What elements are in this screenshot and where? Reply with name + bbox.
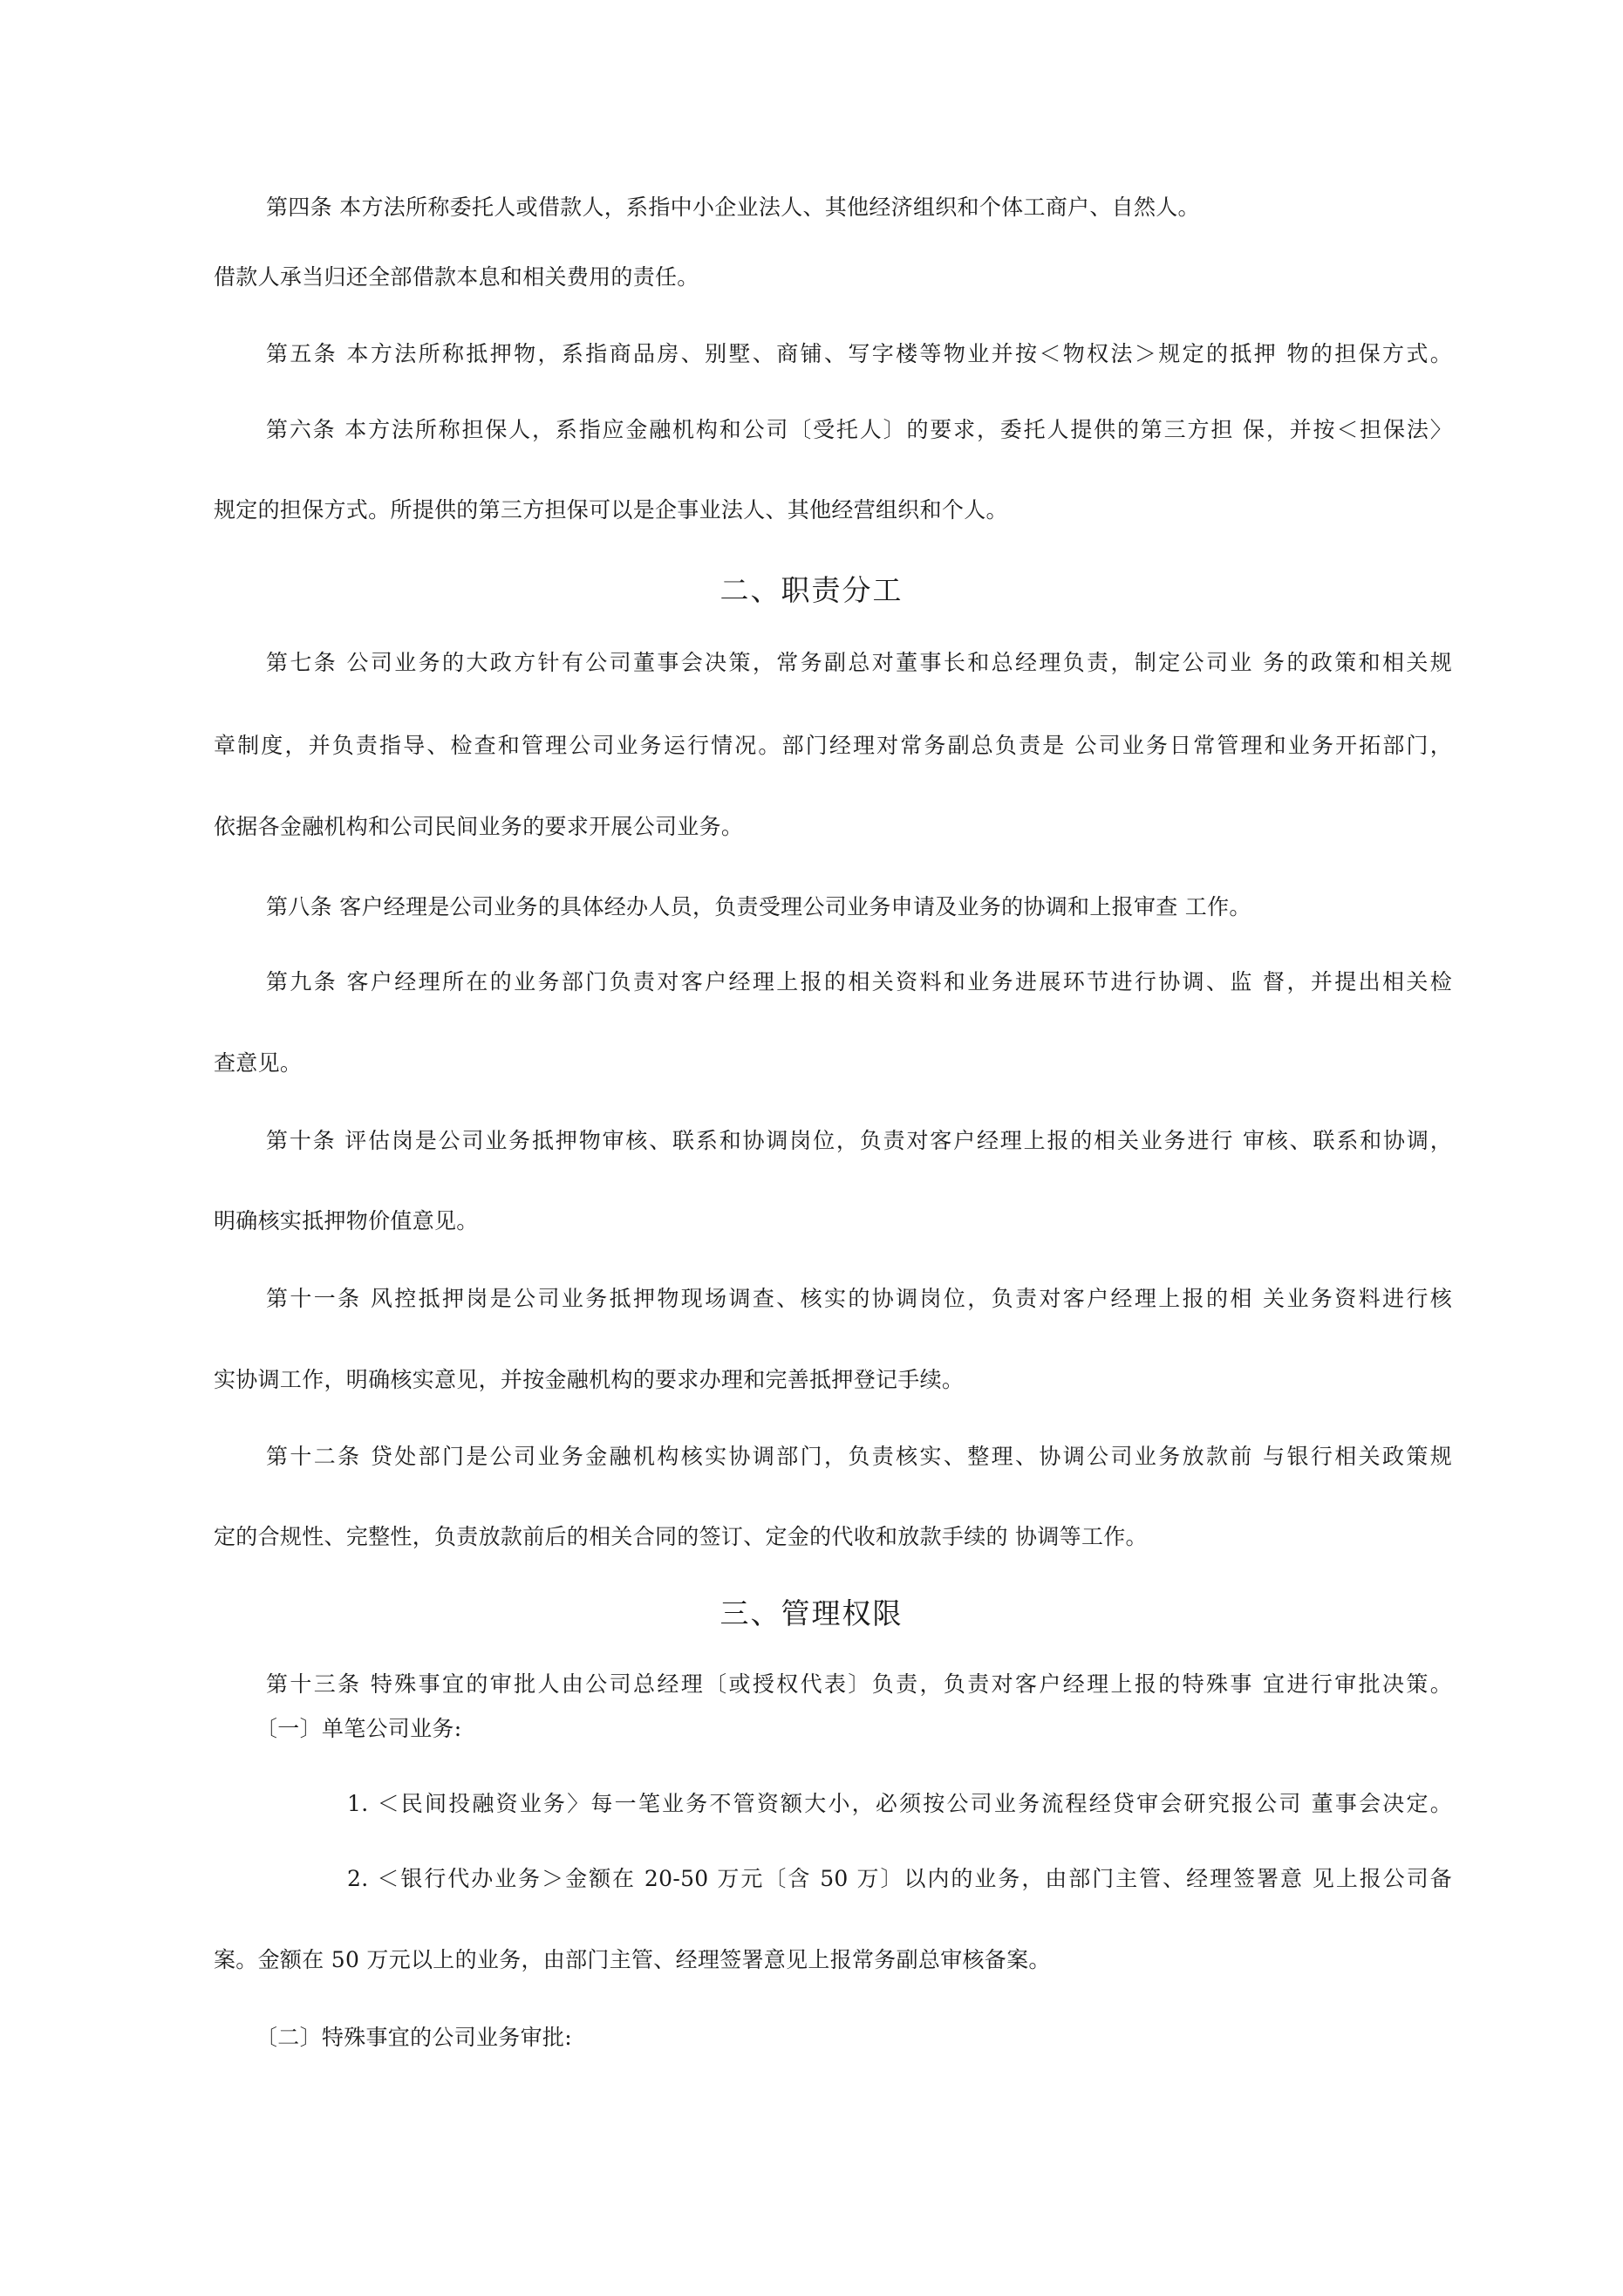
article-13-subsection-1: 〔一〕单笔公司业务: xyxy=(256,1716,462,1741)
article-11-line-1: 第十一条 风控抵押岗是公司业务抵押物现场调查、核实的协调岗位，负责对客户经理上报的相 关业务资料进行核 xyxy=(266,1286,1452,1311)
list-item-2-line-2: 案。金额在 50 万元以上的业务，由部门主管、经理签署意见上报常务副总审核备案。 xyxy=(214,1947,1051,1972)
article-9-line-1: 第九条 客户经理所在的业务部门负责对客户经理上报的相关资料和业务进展环节进行协调、监 督，并提出相关检 xyxy=(266,969,1452,994)
article-9-line-2: 查意见。 xyxy=(214,1050,303,1076)
article-13-line-1: 第十三条 特殊事宜的审批人由公司总经理〔或授权代表〕负责，负责对客户经理上报的特殊事 宜进行审批决策。 xyxy=(266,1671,1452,1697)
article-12-line-2: 定的合规性、完整性，负责放款前后的相关合同的签订、定金的代收和放款手续的 协调等工作。 xyxy=(214,1524,1148,1549)
subsection-2: 〔二〕特殊事宜的公司业务审批: xyxy=(256,2025,572,2050)
article-10-line-1: 第十条 评估岗是公司业务抵押物审核、联系和协调岗位，负责对客户经理上报的相关业务进行 审核、联系和协调， xyxy=(266,1128,1452,1153)
article-11-line-2: 实协调工作，明确核实意见，并按金融机构的要求办理和完善抵押登记手续。 xyxy=(214,1367,965,1392)
list-item-1: 1. ＜民间投融资业务〉每一笔业务不管资额大小，必须按公司业务流程经贷审会研究报公司 董事会决定。 xyxy=(347,1791,1452,1816)
section-heading-authority: 三、管理权限 xyxy=(719,1596,904,1630)
article-6-line-1: 第六条 本方法所称担保人，系指应金融机构和公司〔受托人〕的要求，委托人提供的第三方担 保，并按＜担保法〉 xyxy=(266,417,1452,442)
article-4-line-1: 第四条 本方法所称委托人或借款人，系指中小企业法人、其他经济组织和个体工商户、自然人。 xyxy=(266,195,1200,220)
article-6-line-2: 规定的担保方式。所提供的第三方担保可以是企事业法人、其他经营组织和个人。 xyxy=(214,497,1008,523)
article-7-line-3: 依据各金融机构和公司民间业务的要求开展公司业务。 xyxy=(214,814,744,839)
article-10-line-2: 明确核实抵押物价值意见。 xyxy=(214,1208,479,1233)
article-7-line-1: 第七条 公司业务的大政方针有公司董事会决策，常务副总对董事长和总经理负责，制定公司业 务的政策和相关规 xyxy=(266,650,1452,675)
article-8-line-1: 第八条 客户经理是公司业务的具体经办人员，负责受理公司业务申请及业务的协调和上报审查 工作。 xyxy=(266,894,1251,919)
article-5-line-1: 第五条 本方法所称抵押物，系指商品房、别墅、商铺、写字楼等物业并按＜物权法＞规定的抵押 物的担保方式。 xyxy=(266,341,1452,366)
article-4-line-2: 借款人承当归还全部借款本息和相关费用的责任。 xyxy=(214,264,699,290)
section-heading-duties: 二、职责分工 xyxy=(719,573,904,607)
list-item-2-line-1: 2. ＜银行代办业务＞金额在 20-50 万元〔含 50 万〕以内的业务，由部门主管、经理签署意 见上报公司备 xyxy=(347,1866,1452,1891)
article-7-line-2: 章制度，并负责指导、检查和管理公司业务运行情况。部门经理对常务副总负责是 公司业务日常管理和业务开拓部门， xyxy=(214,733,1452,758)
article-12-line-1: 第十二条 贷处部门是公司业务金融机构核实协调部门，负责核实、整理、协调公司业务放款前 与银行相关政策规 xyxy=(266,1444,1452,1469)
